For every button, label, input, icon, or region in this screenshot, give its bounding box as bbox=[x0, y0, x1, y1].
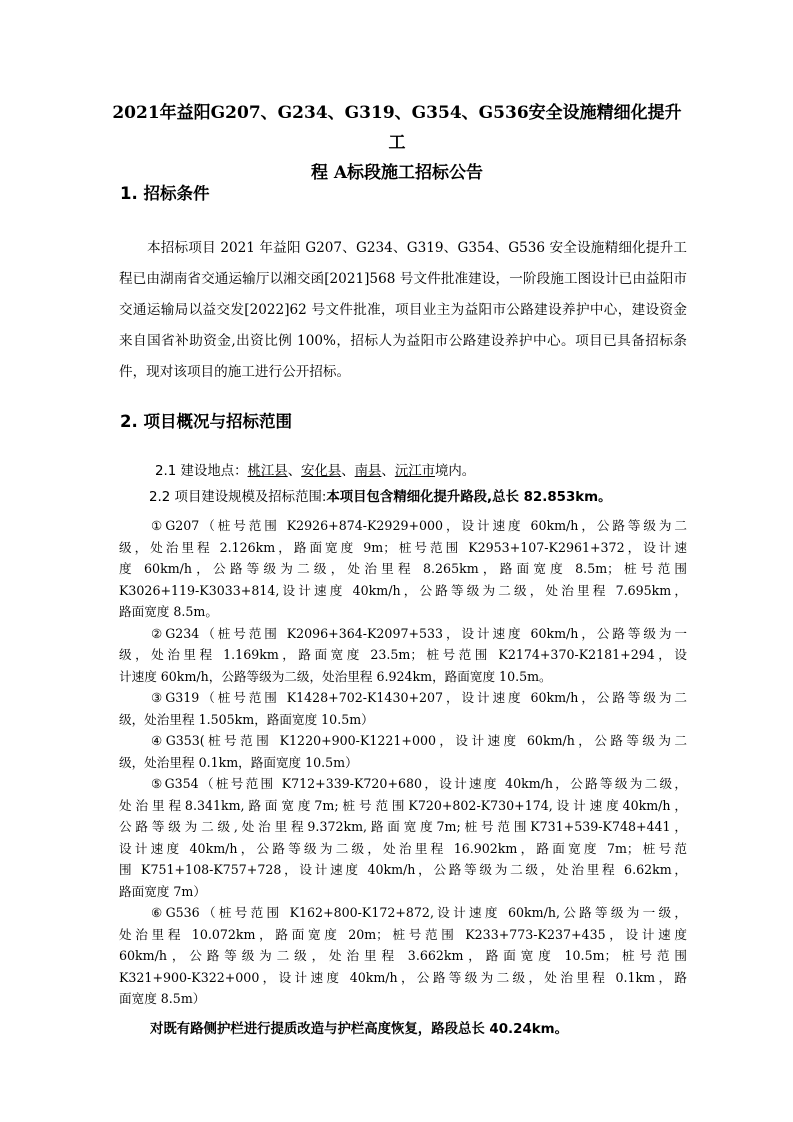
section-2-heading: 2. 项目概况与招标范围 bbox=[120, 412, 292, 431]
section-1-heading: 1. 招标条件 bbox=[120, 184, 210, 203]
road-section-line: 面宽度 8.5m） bbox=[119, 991, 206, 1006]
road-section-item: ①G207（桩号范围 K2926+874-K2929+000，设计速度 60km/h，公路等级为二 bbox=[151, 518, 687, 533]
location-separator: 、 bbox=[381, 464, 395, 479]
road-section-line: 计速度 60km/h，公路等级为二级，处治里程 6.924km，路面宽度 10.5m。 bbox=[119, 668, 552, 684]
road-section-item: ③G319（桩号范围 K1428+702-K1430+207，设计速度 60km/h，公路等级为二 bbox=[151, 690, 687, 705]
title-line-2: 程 A标段施工招标公告 bbox=[310, 163, 484, 183]
road-section-line: 60km/h，公路等级为二级，处治里程 3.662km，路面宽度 10.5m；桩号范围 bbox=[119, 948, 687, 963]
road-section-line: 级，处治里程 1.505km，路面宽度 10.5m） bbox=[119, 711, 374, 727]
road-section-item: ⑥G536（桩号范围 K162+800-K172+872,设计速度 60km/h,公路等级为一级， bbox=[151, 905, 687, 920]
road-section-line: 路面宽度 8.5m。 bbox=[119, 604, 218, 619]
location-place: 沅江市 bbox=[394, 464, 435, 479]
road-section-line: 处治里程 10.072km，路面宽度 20m；桩号范围 K233+773-K237+435，设计速度 bbox=[119, 926, 687, 942]
road-section-line: 度 60km/h，公路等级为二级，处治里程 8.265km，路面宽度 8.5m；桩号范围 bbox=[119, 561, 687, 576]
road-section-line: 公路等级为二级,处治里程9.372km,路面宽度7m;桩号范围K731+539-K748+441， bbox=[119, 819, 687, 834]
location-suffix: 境内。 bbox=[434, 464, 476, 479]
location-separator: 、 bbox=[287, 464, 302, 479]
location-place: 南县 bbox=[354, 464, 382, 479]
road-section-line: K3026+119-K3033+814,设计速度 40km/h，公路等级为二级，处治里程 7.695km， bbox=[119, 582, 687, 598]
road-section-line: 级，处治里程 2.126km，路面宽度 9m；桩号范围 K2953+107-K2961+372，设计速 bbox=[119, 539, 687, 555]
road-section-item: ④G353(桩号范围 K1220+900-K1221+000，设计速度 60km/h，公路等级为二 bbox=[151, 733, 687, 748]
title-line-1: 2021年益阳G207、G234、G319、G354、G536安全设施精细化提升工 bbox=[112, 103, 682, 153]
road-section-item: ②G234（桩号范围 K2096+364-K2097+533，设计速度 60km/h，公路等级为一 bbox=[151, 625, 687, 641]
road-section-line: 设计速度 40km/h，公路等级为二级，处治里程 16.902km，路面宽度 7m；桩号范 bbox=[119, 840, 687, 856]
scope-total-length: 本项目包含精细化提升路段,总长 82.853km。 bbox=[326, 490, 612, 505]
road-section-line: K321+900-K322+000，设计速度 40km/h，公路等级为二级，处治里程 0.1km，路 bbox=[119, 969, 687, 985]
road-section-item: ⑤G354（桩号范围 K712+339-K720+680，设计速度 40km/h，公路等级为二级， bbox=[151, 776, 687, 791]
guardrail-summary: 对既有路侧护栏进行提质改造与护栏高度恢复，路段总长 40.24km。 bbox=[150, 1022, 569, 1037]
location-prefix: 2.1 建设地点： bbox=[155, 464, 248, 479]
road-section-line: 路面宽度 7m） bbox=[119, 883, 206, 899]
construction-scope bbox=[149, 488, 612, 508]
road-section-line: 围 K751+108-K757+728，设计速度 40km/h，公路等级为二级，处治里程 6.62km， bbox=[119, 862, 687, 877]
road-section-line: 级，处治里程 0.1km，路面宽度 10.5m） bbox=[119, 754, 358, 770]
location-place: 桃江县 bbox=[247, 464, 288, 479]
road-section-line: 级，处治里程 1.169km，路面宽度 23.5m；桩号范围 K2174+370-K2181+294，设 bbox=[119, 647, 687, 662]
construction-location bbox=[155, 462, 475, 482]
location-separator: 、 bbox=[341, 464, 355, 479]
document-title bbox=[112, 98, 682, 188]
location-place: 安化县 bbox=[301, 464, 342, 479]
scope-prefix: 2.2 项目建设规模及招标范围: bbox=[149, 490, 327, 505]
road-section-line: 处治里程8.341km,路面宽度7m;桩号范围K720+802-K730+174,设计速度40km/h， bbox=[119, 797, 687, 813]
section-1-paragraph: 本招标项目 2021 年益阳 G207、G234、G319、G354、G536 安全设施精细化提升工程已由湖南省交通运输厅以湘交函[2021]568 号文件批准建设，一阶段施工图设计已由益阳市交通运输局以益交发[2022]62 号文件批准，项目业主为益阳市公路建设养护中心，建设资金来自国省补助资金,出资比例 100%，招标人为益阳市公路建设养护中心。项目已具备招标条件，现对该项目的施工进行公开招标。 bbox=[119, 240, 687, 380]
